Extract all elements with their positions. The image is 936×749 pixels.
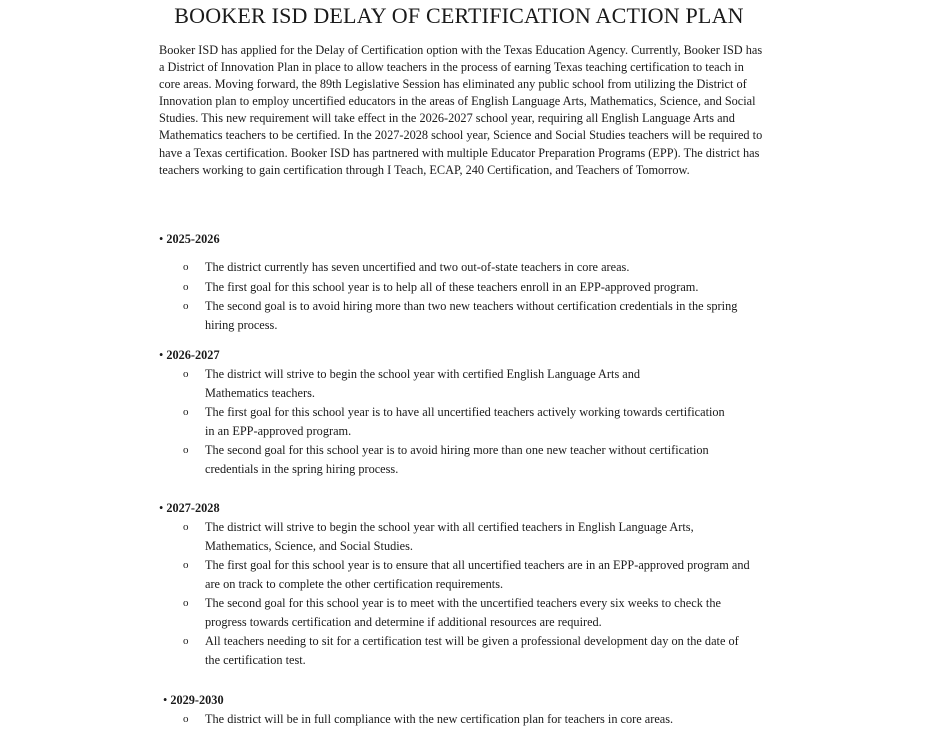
sub-bullet-marker: o	[183, 713, 189, 725]
goal-text: The first goal for this school year is to help all of these teachers enroll in an EPP-approved program.	[205, 279, 699, 294]
goal-text: The district will strive to begin the school year with all certified teachers in English Language Arts, Mathematics, Science, and Social Studies.	[205, 520, 694, 553]
goal-text: The district currently has seven uncertified and two out-of-state teachers in core areas.	[205, 260, 630, 274]
section-heading	[159, 231, 779, 248]
goal-item	[159, 710, 783, 729]
sub-bullet-marker: o	[183, 521, 189, 533]
goal-text: The first goal for this school year is to have all uncertified teachers actively working towards certification in an EPP-approved program.	[205, 405, 725, 438]
page-title: BOOKER ISD DELAY OF CERTIFICATION ACTION PLAN	[174, 3, 744, 28]
sub-bullet-marker: o	[183, 444, 189, 456]
sub-bullet-marker: o	[183, 280, 189, 293]
section-2025-2026	[159, 231, 779, 335]
goal-list	[159, 258, 779, 334]
goal-list	[159, 518, 779, 669]
goal-item	[159, 365, 779, 402]
goal-item	[159, 518, 779, 555]
goal-text: The district will strive to begin the school year with certified English Language Arts and Mathematics teachers.	[205, 367, 641, 400]
sub-bullet-marker: o	[183, 261, 189, 273]
goal-item	[159, 278, 779, 297]
bullet-marker: •	[163, 693, 168, 707]
goal-item	[159, 403, 779, 440]
goal-item	[159, 632, 779, 669]
section-heading	[159, 347, 779, 364]
section-heading	[163, 692, 783, 709]
sub-bullet-marker: o	[183, 406, 189, 418]
goal-item	[159, 556, 779, 593]
section-heading	[159, 500, 779, 517]
bullet-marker: •	[159, 501, 164, 515]
goal-item	[159, 594, 779, 631]
sub-bullet-marker: o	[183, 597, 189, 609]
goal-text: The second goal for this school year is to meet with the uncertified teachers every six weeks to check the progress towards certification and determine if additional resources are required.	[205, 596, 721, 629]
intro-paragraph: Booker ISD has applied for the Delay of Certification option with the Texas Education Agency. Currently, Booker ISD has a District of Innovation Plan in place to allow teachers in the process of earning Texas teaching certification to teach in core areas. Moving forward, the 89th Legislative Session has eliminated any public school from utilizing the District of Innovation plan to employ uncertified educators in the areas of English Language Arts, Mathematics, Science, and Social Studies. This new requirement will take effect in the 2026-2027 school year, requiring all English Language Arts and Mathematics teachers to be certified. In the 2027-2028 school year, Science and Social Studies teachers will be required to have a Texas certification. Booker ISD has partnered with multiple Educator Preparation Programs (EPP). The district has teachers working to gain certification through I Teach, ECAP, 240 Certification, and Teachers of Tomorrow.	[159, 43, 763, 177]
section-year: 2029-2030	[170, 693, 224, 707]
section-year: 2025-2026	[166, 232, 220, 246]
goal-item	[159, 258, 779, 277]
bullet-marker: •	[159, 232, 164, 246]
sub-bullet-marker: o	[183, 559, 189, 571]
goal-item	[159, 441, 779, 478]
sub-bullet-marker: o	[183, 635, 189, 647]
goal-item	[159, 297, 779, 334]
sub-bullet-marker: o	[183, 300, 189, 312]
goal-text: The district will be in full compliance with the new certification plan for teachers in core areas.	[205, 712, 674, 726]
sub-bullet-marker: o	[183, 368, 189, 380]
section-2027-2028	[159, 500, 779, 670]
section-2029-2030	[163, 692, 783, 730]
goal-text: The second goal for this school year is to avoid hiring more than one new teacher without certification credentials in the spring hiring process.	[205, 443, 709, 476]
goal-list	[159, 710, 783, 729]
bullet-marker: •	[159, 348, 164, 362]
section-year: 2027-2028	[166, 501, 220, 515]
goal-text: The first goal for this school year is to ensure that all uncertified teachers are in an EPP-approved program and are on track to complete the other certification requirements.	[205, 558, 750, 591]
section-year: 2026-2027	[166, 348, 220, 362]
section-2026-2027	[159, 347, 779, 479]
goal-text: The second goal is to avoid hiring more than two new teachers without certification credentials in the spring hiring process.	[205, 299, 738, 332]
goal-text: All teachers needing to sit for a certification test will be given a professional development day on the date of the certification test.	[205, 634, 739, 667]
goal-list	[159, 365, 779, 478]
